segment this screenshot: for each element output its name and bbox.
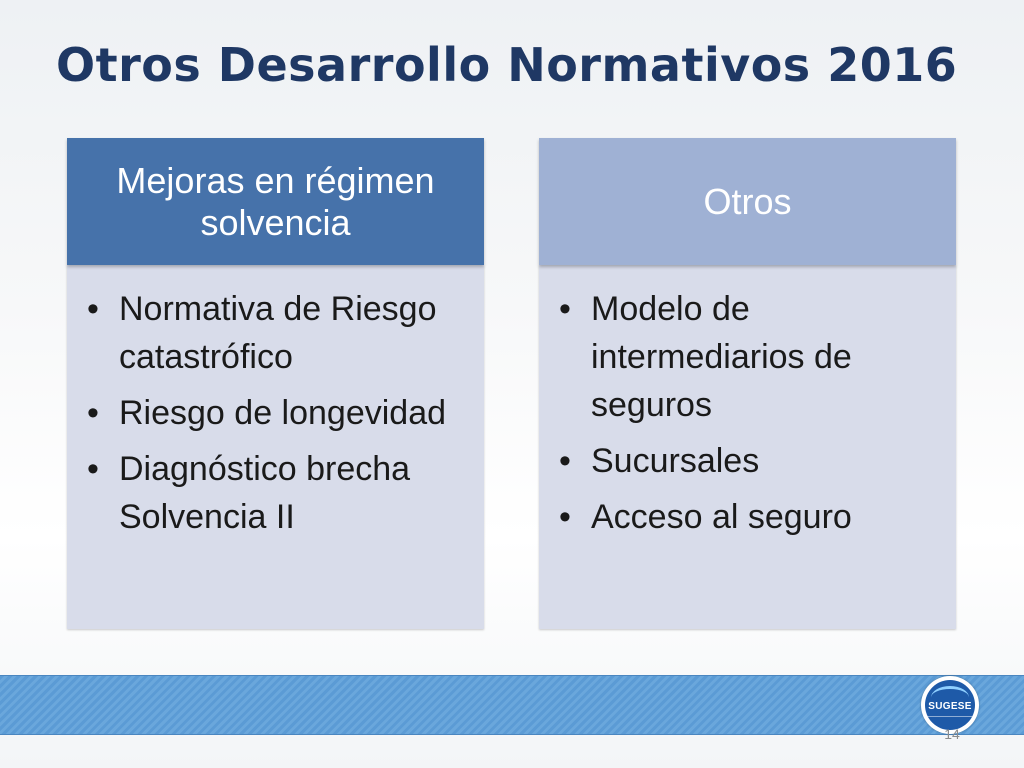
bullet-icon: • (87, 394, 99, 432)
logo-text: SUGESE (928, 701, 972, 712)
list-item (559, 285, 938, 429)
list-item-text: Normativa de Riesgo catastrófico (119, 290, 437, 376)
slide-title: Otros Desarrollo Normativos 2016 (56, 38, 958, 92)
page-number: 14 (944, 726, 960, 742)
list-item-text: Sucursales (591, 442, 760, 480)
column-header: Otros (539, 138, 956, 265)
list-item (87, 445, 466, 541)
list-item (87, 285, 466, 381)
column-body (539, 265, 956, 629)
column-header: Mejoras en régimen solvencia (67, 138, 484, 265)
list-item (87, 389, 466, 437)
list-item-text: Modelo de intermediarios de seguros (591, 290, 852, 424)
column-otros (539, 138, 956, 629)
bullet-list (559, 285, 938, 541)
list-item (559, 437, 938, 485)
list-item-text: Riesgo de longevidad (119, 394, 447, 432)
footer-band (0, 675, 1024, 735)
list-item (559, 493, 938, 541)
bullet-icon: • (87, 290, 99, 328)
column-body (67, 265, 484, 629)
column-solvencia (67, 138, 484, 629)
bullet-icon: • (559, 290, 571, 328)
bullet-list (87, 285, 466, 541)
bullet-icon: • (87, 450, 99, 488)
list-item-text: Acceso al seguro (591, 498, 852, 536)
list-item-text: Diagnóstico brecha Solvencia II (119, 450, 411, 536)
logo-subtext (925, 714, 975, 720)
logo-badge (925, 680, 975, 730)
bullet-icon: • (559, 498, 571, 536)
bullet-icon: • (559, 442, 571, 480)
